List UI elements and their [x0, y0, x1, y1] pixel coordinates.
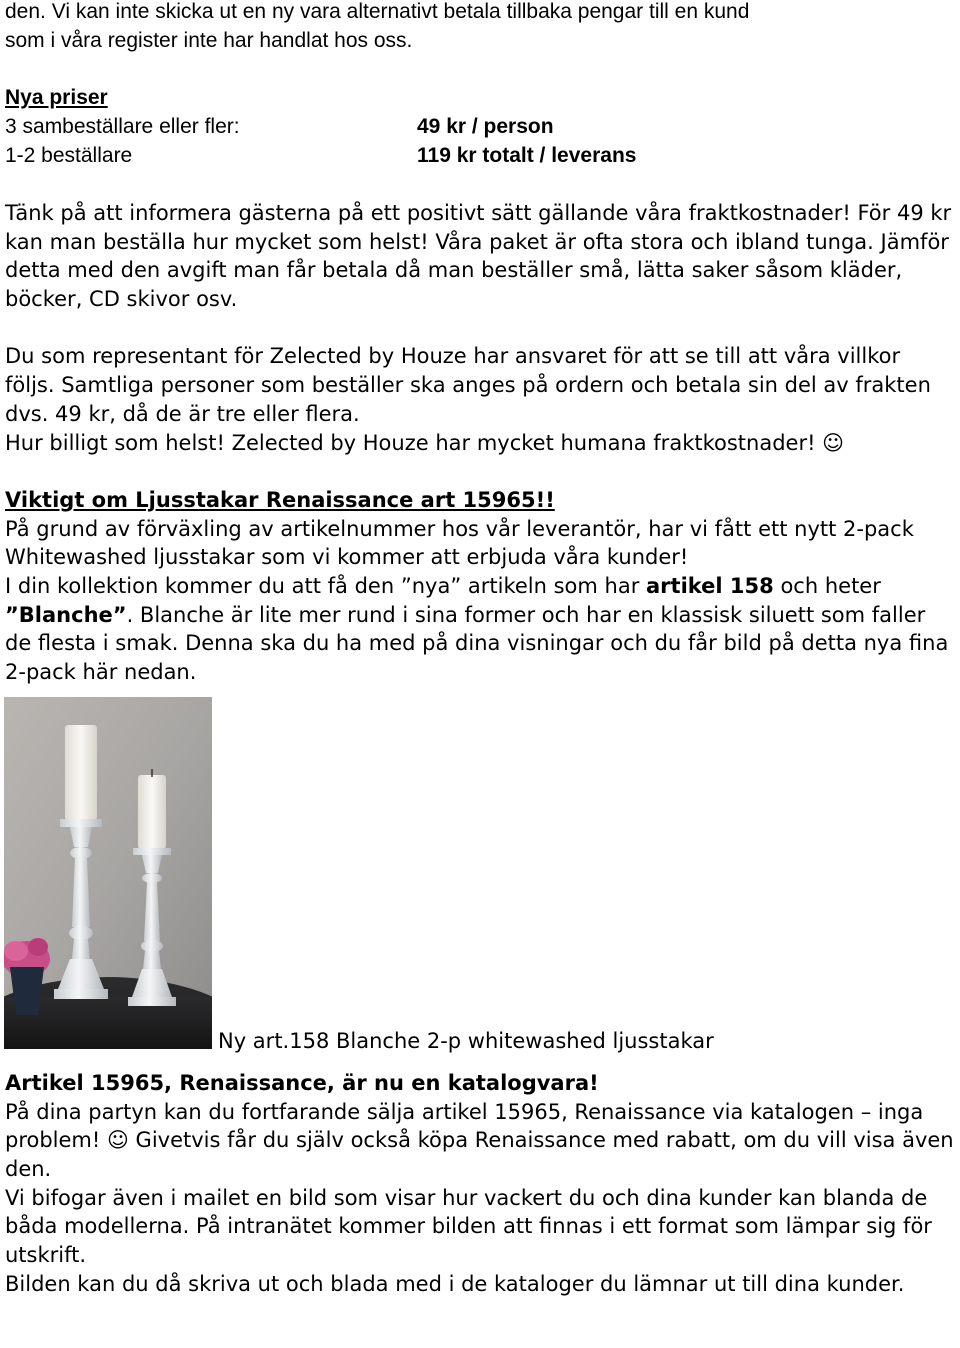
intro-line-2: som i våra register inte har handlat hos oss. [5, 28, 413, 52]
catalog-section [5, 1069, 955, 1299]
p2-part-a: I din kollektion kommer du att få den ”nya” artikeln som har [5, 574, 647, 598]
product-name: ”Blanche” [5, 602, 127, 627]
representative-paragraph: Du som representant för Zelected by Houze har ansvaret för att se till att våra villkor följs. Samtliga personer som beställer ska anges på ordern och betala sin del av frakten dvs. 49 kr, då de är tre eller flera. [5, 344, 931, 426]
catalog-paragraph-3: Bilden kan du då skriva ut och blada med i de kataloger du lämnar ut till dina kunder. [5, 1271, 905, 1296]
p2-part-c: och heter [773, 574, 881, 598]
spacer [5, 170, 955, 199]
important-paragraph-2 [5, 572, 955, 687]
price-section [5, 84, 955, 170]
price-row-1 [5, 113, 955, 142]
price-label-2: 1-2 beställare [5, 143, 133, 167]
spacer [5, 55, 955, 84]
prices-heading: Nya priser [5, 86, 108, 110]
catalog-heading: Artikel 15965, Renaissance, är nu en katalogvara! [5, 1070, 599, 1095]
photo-caption: Ny art.158 Blanche 2-p whitewashed ljusstakar [218, 1028, 714, 1053]
freight-paragraph: Tänk på att informera gästerna på ett positivt sätt gällande våra fraktkostnader! För 49 kr kan man beställa hur mycket som helst! Våra paket är ofta stora och ibland tunga. Jämför detta med den avgift man får betala då man beställer små, lätta saker såsom kläder, böcker, CD skivor osv. [5, 200, 952, 311]
cheap-line: Hur billigt som helst! Zelected by Houze har mycket humana fraktkostnader! ☺ [5, 430, 845, 455]
important-paragraph-1: På grund av förväxling av artikelnummer hos vår leverantör, har vi fått ett nytt 2-pack Whitewashed ljusstakar som vi kommer att erbjuda våra kunder! [5, 516, 914, 570]
intro-line-1: den. Vi kan inte skicka ut en ny vara alternativt betala tillbaka pengar till en kund [5, 0, 750, 23]
important-section [5, 486, 955, 687]
important-heading: Viktigt om Ljusstakar Renaissance art 15965!! [5, 487, 555, 512]
article-number: artikel 158 [646, 574, 774, 598]
document-page [5, 0, 955, 1298]
price-label-1: 3 sambeställare eller fler: [5, 114, 240, 138]
photo-row [5, 697, 955, 1069]
catalog-paragraph-2: Vi bifogar även i mailet en bild som visar hur vackert du och dina kunder kan blanda de båda modellerna. På intranätet kommer bilden att finnas i ett format som lämpar sig för utskrift. [5, 1185, 932, 1268]
spacer [5, 314, 955, 343]
spacer [5, 457, 955, 486]
catalog-paragraph-1: På dina partyn kan du fortfarande sälja artikel 15965, Renaissance via katalogen – inga problem! ☺ Givetvis får du själv också köpa Renaissance med rabatt, om du vill visa även den. [5, 1099, 954, 1181]
price-value-1: 49 kr / person [417, 114, 554, 138]
price-value-2: 119 kr totalt / leverans [417, 143, 637, 167]
candlestick-photo-icon [4, 697, 212, 1049]
p2-part-e: . Blanche är lite mer rund i sina former och har en klassisk siluett som faller de flesta i smak. Denna ska du ha med på dina visningar och du får bild på detta nya fina 2-pack här nedan. [5, 602, 949, 685]
price-row-2 [5, 142, 955, 171]
